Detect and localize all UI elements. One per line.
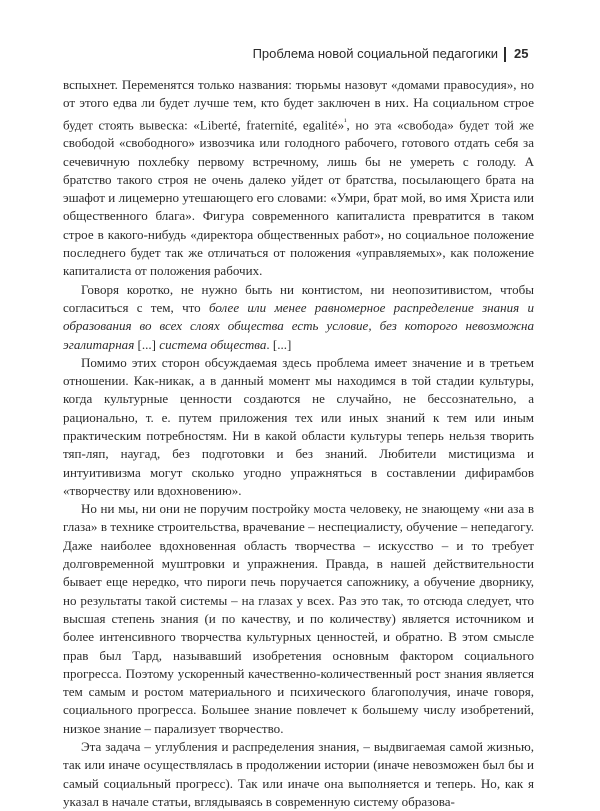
paragraph: [63, 281, 534, 354]
text-segment: Но ни мы, ни они не поручим постройку моста человеку, не знающему «ни аза в глаза» в технике строительства, врачевание – неспециалисту, обучение – непедагогу. Даже наиболее вдохновенная область творчества – искусство – и то требует долговременной муштровки и упражнения. Правда, в нашей действительности бывает еще нередко, что пироги печь поручается сапожнику, а обучение дворнику, но результаты такой системы – на глазах у всех. Раз это так, то отсюда следует, что высшая степень знания (и по качеству, и по количеству) является источником и более интенсивного творчества культурных ценностей, и обратно. В этом смысле прав был Тард, называвший изобретения основным фактором социального прогресса. Поэтому ускоренный качественно-количественный рост знания является тем самым и ростом материального и психического благополучия, иначе говоря, социального прогресса. Большее знание повлечет к большему числу изобретений, низкое знание – парализует творчество.: [63, 501, 534, 736]
text-segment: Эта задача – углубления и распределения знания, – выдвигаемая самой жизнью, так или иначе осуществлялась в продолжении истории (иначе невозможен был бы и самый социальный прогресс). Так или иначе она выполняется и теперь. Но, как я указал в начале статьи, вглядываясь в современную систему образова-: [63, 739, 534, 809]
page-number: 25: [514, 46, 529, 61]
paragraph: [63, 354, 534, 500]
text-segment: Говоря коротко, не нужно быть ни контистом, ни неопозитивистом, чтобы согласиться с тем, что: [63, 281, 534, 315]
text-segment: . [...]: [266, 336, 292, 352]
text-segment: вспыхнет. Переменятся только названия: тюрьмы назовут «домами правосудия», но от этого едва ли будет лучше тем, кто будет заключен в них. На социальном строе будет стоять вывеска: «Liberté, fraternité, egalité»: [63, 77, 534, 132]
running-header: [0, 44, 600, 66]
text-segment: [...]: [134, 336, 160, 352]
text-segment: , но эта «свобода» будет той же свободой «свободного» извозчика или голодного рабочего, готового отдать себя за сечевичную похлебку первому встречному, лишь бы не умереть с голоду. А братство такого строя не очень далеко уйдет от братства, посылающего брата на эшафот и лицемерно утешающего его словами: «Умри, брат мой, во имя Христа или общественного блага». Фигура современного капиталиста превратится в таком строе в какого-нибудь «директора общественных работ», но социальное положение последнего будет так же отличаться от положения «управляемых», как положение капиталиста от положения рабочих.: [63, 116, 534, 279]
text-segment: Помимо этих сторон обсуждаемая здесь проблема имеет значение и в третьем отношении. Как-никак, а в данный момент мы находимся в той стадии культуры, когда культурные ценности создаются не случайно, не бессознательно, а рационально, т. е. путем приложения тех или иных знаний к тем или иным практическим потребностям. Ни в какой области культуры теперь нельзя творить тяп-ляп, наугад, без подготовки и без знаний. Любители мистицизма и интуитивизма могут сколько угодно упражняться в составлении дифирамбов «творчеству или вдохновению».: [63, 354, 534, 498]
running-header-title: Проблема новой социальной педагогики: [252, 46, 498, 61]
paragraph: [63, 76, 534, 281]
header-separator: [504, 47, 506, 62]
paragraph: [63, 500, 534, 738]
footnote-marker: ¹: [344, 116, 347, 126]
paragraph: [63, 738, 534, 811]
italic-text: система общества: [159, 336, 267, 352]
body-text: [63, 76, 534, 811]
italic-text: более или менее равномерное распределение знания и образования во всех слоях общества есть условие, без которого невозможна эгалитарная: [63, 299, 534, 352]
